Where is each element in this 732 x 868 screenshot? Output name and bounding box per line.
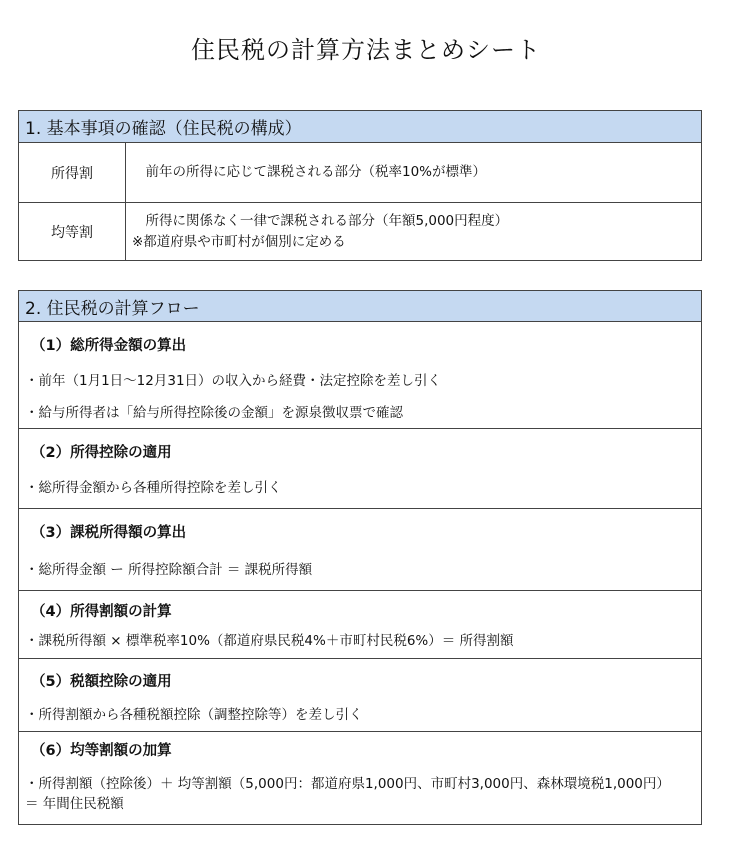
table-row: [19, 202, 701, 260]
flow-step: [19, 731, 701, 822]
row-label: 均等割: [19, 203, 126, 260]
flow-step: [19, 428, 701, 508]
flow-step: [19, 590, 701, 658]
step-title: （6）均等割額の加算: [31, 743, 172, 759]
step-bullet: ・所得割額（控除後）＋ 均等割額（5,000円：都道府県1,000円、市町村3,000円、森林環境税1,000円）＝ 年間住民税額: [25, 776, 670, 812]
description-note: ※都道府県や市町村が個別に定める: [132, 233, 346, 250]
section2-heading: 2. 住民税の計算フロー: [19, 291, 701, 322]
row-description: [126, 203, 701, 260]
flow-step: [19, 508, 701, 590]
page-title: 住民税の計算方法まとめシート: [191, 36, 541, 64]
flow-step: [19, 658, 701, 731]
step-bullet: ・総所得金額から各種所得控除を差し引く: [25, 480, 282, 496]
step-title: （4）所得割額の計算: [31, 604, 172, 620]
step-title: （1）総所得金額の算出: [31, 338, 187, 354]
step-bullet: ・前年（1月1日〜12月31日）の収入から経費・法定控除を差し引く: [25, 373, 442, 389]
calculation-flow-section: [18, 290, 702, 825]
section1-heading: 1. 基本事項の確認（住民税の構成）: [19, 111, 701, 143]
step-bullet: ・課税所得額 × 標準税率10%（都道府県民税4%＋市町村民税6%）＝ 所得割額: [25, 633, 514, 649]
flow-step: [19, 322, 701, 428]
description-line: 所得に関係なく一律で課税される部分（年額5,000円程度）: [132, 212, 509, 229]
row-label: 所得割: [19, 143, 126, 202]
basic-info-section: [18, 110, 702, 261]
step-bullet: ・給与所得者は「給与所得控除後の金額」を源泉徴収票で確認: [25, 405, 403, 421]
step-bullet: ・総所得金額 ー 所得控除額合計 ＝ 課税所得額: [25, 562, 313, 578]
description-line: 前年の所得に応じて課税される部分（税率10%が標準）: [132, 164, 487, 180]
step-title: （2）所得控除の適用: [31, 445, 172, 461]
row-description: [126, 143, 701, 202]
step-bullet: ・所得割額から各種税額控除（調整控除等）を差し引く: [25, 707, 363, 723]
step-title: （5）税額控除の適用: [31, 674, 172, 690]
table-row: [19, 143, 701, 202]
step-title: （3）課税所得額の算出: [31, 525, 187, 541]
